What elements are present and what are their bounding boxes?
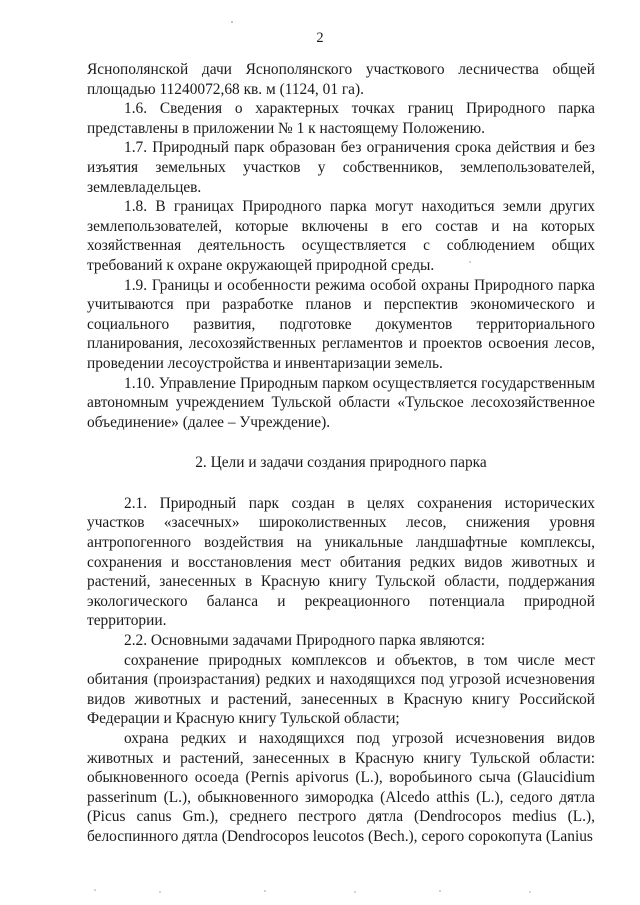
paragraph-task-preservation: сохранение природных комплексов и объектов, в том числе мест обитания (произрастания) редких и находящихся под угрозой исчезновения видов животных и растений, занесенных в Красную книгу Российской Федерации и Красную книгу Тульской области; bbox=[87, 651, 595, 728]
scan-speck bbox=[529, 891, 530, 892]
document-body bbox=[87, 60, 595, 847]
section-heading: 2. Цели и задачи создания природного парка bbox=[195, 454, 487, 472]
paragraph-1-6: 1.6. Сведения о характерных точках границ Природного парка представлены в приложении № 1 к настоящему Положению. bbox=[87, 100, 595, 137]
scan-speck bbox=[159, 891, 160, 892]
paragraph-continuation: Яснополянской дачи Яснополянского участкового лесничества общей площадью 11240072,68 кв. м (1124, 01 га). bbox=[87, 61, 595, 98]
page-number: 2 bbox=[316, 30, 324, 46]
paragraph-1-9: 1.9. Границы и особенности режима особой охраны Природного парка учитываются при разработке планов и перспектив экономического и социального развития, подготовке документов территориального планирования, лесохозяйственных регламентов и проектов освоения лесов, проведении лесоустройства и инвентаризации земель. bbox=[87, 276, 595, 372]
paragraph-1-10: 1.10. Управление Природным парком осуществляется государственным автономным учреждением Тульской области «Тульское лесохозяйственное объединение» (далее – Учреждение). bbox=[87, 374, 595, 431]
paragraph-1-7: 1.7. Природный парк образован без ограничения срока действия и без изъятия земельных участков у собственников, землепользователей, землевладельцев. bbox=[87, 139, 595, 196]
paragraph-1-8: 1.8. В границах Природного парка могут находиться земли других землепользователей, которые включены в его состав и на которых хозяйственная деятельность осуществляется с соблюдением общих требований к охране окружающей природной среды. bbox=[87, 198, 595, 274]
scan-speck bbox=[231, 21, 233, 23]
paragraph-2-2: 2.2. Основными задачами Природного парка являются: bbox=[124, 632, 486, 650]
scan-speck bbox=[439, 890, 441, 892]
scan-speck bbox=[354, 891, 355, 892]
scan-speck bbox=[94, 889, 96, 891]
scan-speck bbox=[264, 890, 266, 892]
paragraph-task-protection: охрана редких и находящихся под угрозой исчезновения видов животных и растений, занесенных в Красную книгу Тульской области: обыкновенного осоеда (Pernis apivorus (L.), воробьиного сыча (Glaucidium passerinum (L.), обыкновенного зимородка (Alcedo atthis (L.), седого дятла (Picus canus Gm.), среднего пестрого дятла (Dendrocopos medius (L.), белоспинного дятла (Dendrocopos leucotos (Bech.), серого сорокопута (Lanius bbox=[87, 730, 595, 845]
paragraph-2-1: 2.1. Природный парк создан в целях сохранения исторических участков «засечных» широколиственных лесов, снижения уровня антропогенного воздействия на уникальные ландшафтные комплексы, сохранения и восстановления мест обитания редких видов животных и растений, занесенных в Красную книгу Тульской области, поддержания экологического баланса и рекреационного потенциала природной территории. bbox=[87, 494, 595, 630]
